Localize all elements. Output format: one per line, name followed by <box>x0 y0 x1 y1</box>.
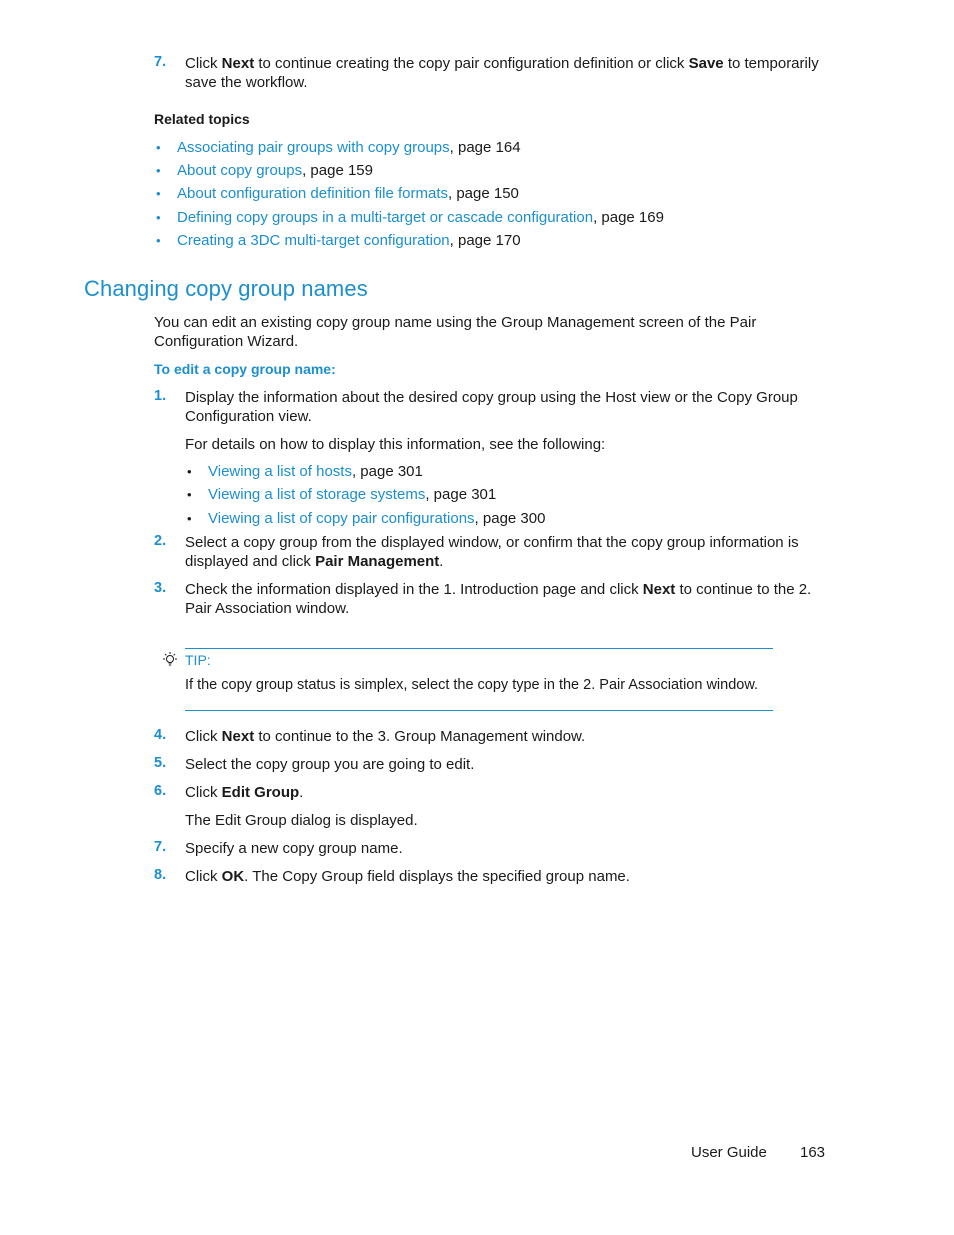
step-number: 5. <box>154 755 167 771</box>
lightbulb-icon <box>161 651 179 673</box>
view-link[interactable]: Viewing a list of hosts <box>208 463 352 480</box>
procedure-title: To edit a copy group name: <box>154 361 336 377</box>
step-text: Select a copy group from the displayed window, or confirm that the copy group information is displayed and click Pair Management. <box>185 534 799 570</box>
step-details: For details on how to display this information, see the following: <box>185 436 606 453</box>
list-item: Viewing a list of storage systems, page 301 <box>208 486 497 503</box>
tip-top-rule <box>185 648 773 649</box>
list-item: Viewing a list of hosts, page 301 <box>208 463 423 480</box>
step-number: 3. <box>154 580 167 596</box>
step-text: Check the information displayed in the 1. Introduction page and click Next to continue to the 2. Pair Association window. <box>185 581 812 617</box>
step-number: 4. <box>154 727 167 743</box>
step-text: Click OK. The Copy Group field displays the specified group name. <box>185 868 630 885</box>
list-item: About copy groups, page 159 <box>177 162 373 179</box>
tip-bottom-rule <box>185 710 773 711</box>
list-item: Defining copy groups in a multi-target or cascade configuration, page 169 <box>177 209 664 226</box>
related-link[interactable]: About copy groups <box>177 162 303 179</box>
related-topics-title: Related topics <box>154 111 250 127</box>
step-text: Click Next to continue to the 3. Group Management window. <box>185 728 586 745</box>
list-item: About configuration definition file formats, page 150 <box>177 185 519 202</box>
step-number: 6. <box>154 783 167 799</box>
step-text: Display the information about the desired copy group using the Host view or the Copy Group Configuration view. <box>185 389 798 425</box>
step-text: Click Next to continue creating the copy pair configuration definition or click Save to temporarily save the workflow. <box>185 55 819 91</box>
tip-label: TIP: <box>185 652 211 668</box>
section-title: Changing copy group names <box>84 276 368 301</box>
step-number: 7. <box>154 839 167 855</box>
related-link[interactable]: Creating a 3DC multi-target configuration <box>177 232 450 249</box>
related-link[interactable]: About configuration definition file formats <box>177 185 448 202</box>
section-intro: You can edit an existing copy group name using the Group Management screen of the Pair Configuration Wizard. <box>154 314 757 350</box>
list-item: Viewing a list of copy pair configurations, page 300 <box>208 510 546 527</box>
step-number: 8. <box>154 867 167 883</box>
list-item: Creating a 3DC multi-target configuration, page 170 <box>177 232 521 249</box>
step-text: Specify a new copy group name. <box>185 840 403 857</box>
related-link[interactable]: Defining copy groups in a multi-target or cascade configuration <box>177 209 594 226</box>
list-item: Associating pair groups with copy groups, page 164 <box>177 139 521 156</box>
step-number: 1. <box>154 388 167 404</box>
footer-label: User Guide <box>691 1144 767 1161</box>
step-number: 2. <box>154 533 167 549</box>
page-number: 163 <box>800 1144 826 1161</box>
step-result: The Edit Group dialog is displayed. <box>185 812 418 829</box>
step-text: Click Edit Group. <box>185 784 304 801</box>
step-number: 7. <box>154 54 167 70</box>
view-link[interactable]: Viewing a list of storage systems <box>208 486 426 503</box>
tip-text: If the copy group status is simplex, select the copy type in the 2. Pair Association window. <box>185 677 759 693</box>
related-link[interactable]: Associating pair groups with copy groups <box>177 139 450 156</box>
view-link[interactable]: Viewing a list of copy pair configurations <box>208 510 475 527</box>
step-text: Select the copy group you are going to edit. <box>185 756 475 773</box>
